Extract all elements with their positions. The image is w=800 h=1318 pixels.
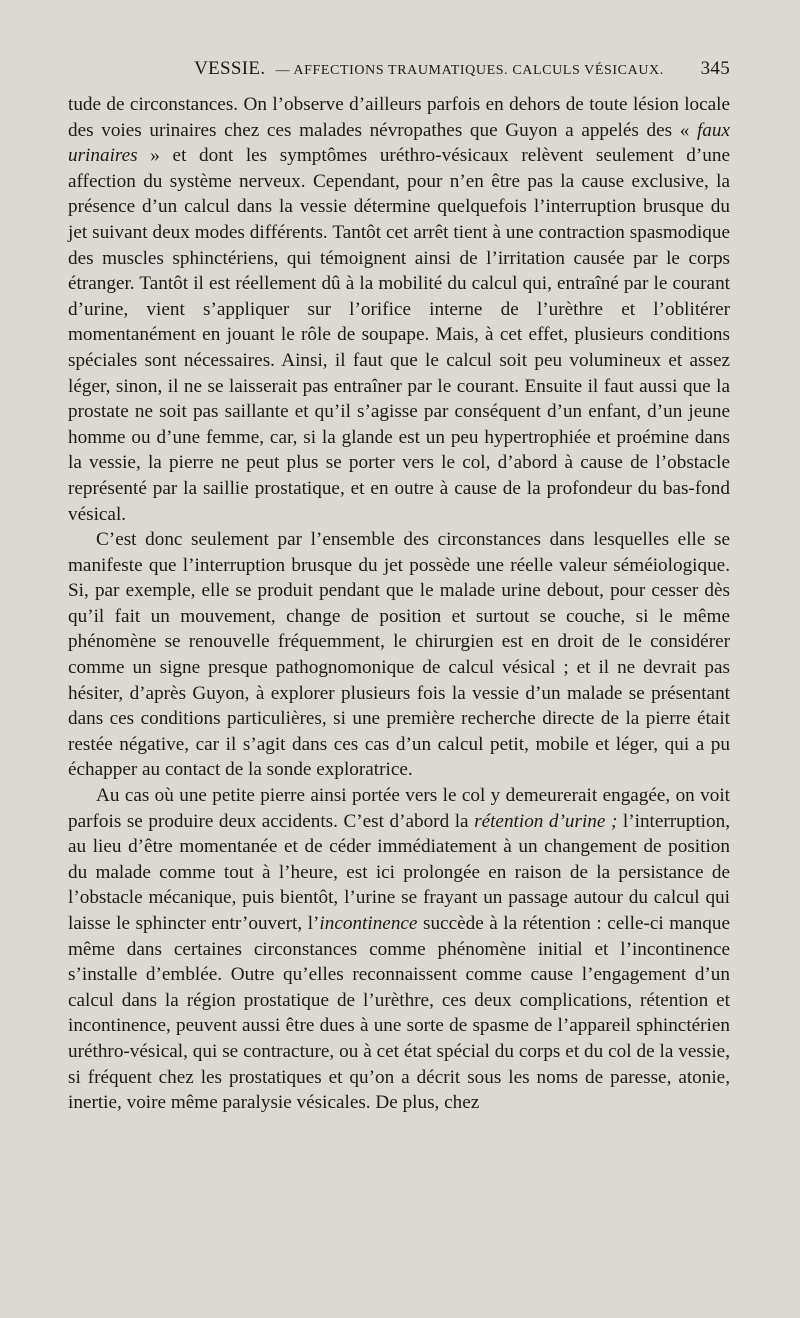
paragraph-3	[68, 783, 730, 1116]
paragraph-3-text-a: Au cas où une petite pierre ainsi portée vers le col y demeurerait engagée, on voit parfois se produire deux accidents. C’est d’abord la	[68, 785, 730, 832]
paragraph-2-text: C’est donc seulement par l’ensemble des circonstances dans lesquelles elle se manifeste que l’interruption brusque du jet possède une réelle valeur séméiologique. Si, par exemple, elle se produit pendant que le malade urine debout, pour cesser dès qu’il fait un mouvement, change de position et surtout se couche, si le même phénomène se renouvelle fréquemment, le chirurgien est en droit de le considérer comme un signe presque pathognomonique de calcul vésical ; et il ne devrait pas hésiter, d’après Guyon, à explorer plusieurs fois la vessie d’un malade se présentant dans ces conditions particulières, si une première recherche directe de la pierre était restée négative, car il s’agit dans ces cas d’un calcul petit, mobile et léger, qui a pu échapper au contact de la sonde exploratrice.	[68, 529, 730, 781]
running-head-title	[194, 58, 664, 80]
page-number: 345	[700, 58, 730, 79]
paragraph-1	[68, 92, 730, 527]
paragraph-3-text-c: succède à la rétention : celle-ci manque même dans certaines circonstances comme phénomène initial et l’incontinence s’installe d’emblée. Outre qu’elles reconnaissent comme cause l’engagement d’un calcul dans la région prostatique de l’urèthre, ces deux complications, rétention et incontinence, peuvent aussi être dues à une sorte de spasme de l’appareil sphinctérien uréthro-vésical, qui se contracture, ou à cet état spécial du corps et du col de la vessie, si fréquent chez les prostatiques et qu’on a décrit sous les noms de paresse, atonie, inertie, voire même paralysie vésicales. De plus, chez	[68, 913, 730, 1114]
running-head	[68, 58, 730, 92]
paragraph-1-text-b: » et dont les symptômes uréthro-vésicaux relèvent seulement d’une affection du système nerveux. Cependant, pour n’en être pas la cause exclusive, la présence d’un calcul dans la vessie détermine quelquefois l’interruption brusque du jet suivant deux modes différents. Tantôt cet arrêt tient à une contraction spasmodique des muscles sphinctériens, qui témoignent ainsi de l’irritation causée par le corps étranger. Tantôt il est réellement dû à la mobilité du calcul qui, entraîné par le courant d’urine, vient s’appliquer sur l’orifice interne de l’urèthre et l’oblitérer momentanément en jouant le rôle de soupape. Mais, à cet effet, plusieurs conditions spéciales sont nécessaires. Ainsi, il faut que le calcul soit peu volumineux et assez léger, sinon, il ne se laisserait pas entraîner par le courant. Ensuite il faut aussi que la prostate ne soit pas saillante et qu’il s’agisse par conséquent d’un enfant, d’un jeune homme ou d’une femme, car, si la glande est un peu hypertrophiée et proémine dans la vessie, la pierre ne peut plus se porter vers le col, d’abord à cause de l’obstacle représenté par la saillie prostatique, et en outre à cause de la profondeur du bas-fond vésical.	[68, 145, 730, 525]
running-head-main: VESSIE.	[194, 58, 266, 79]
body-text	[68, 92, 730, 1116]
paragraph-1-text-a: tude de circonstances. On l’observe d’ailleurs parfois en dehors de toute lésion locale des voies urinaires chez ces malades névropathes que Guyon a appelés des «	[68, 94, 730, 141]
paragraph-3-italic-2: incontinence	[319, 913, 418, 934]
paragraph-3-text-b: l’interruption, au lieu d’être momentanée et de céder immédiatement à un changement de position du malade comme tout à l’heure, est ici prolongée en raison de la persistance de l’obstacle mécanique, puis bientôt, l’urine se frayant un passage autour du calcul qui laisse le sphincter entr’ouvert, l’	[68, 810, 730, 934]
paragraph-1-italic: faux urinaires	[68, 119, 730, 167]
running-head-subtitle: — AFFECTIONS TRAUMATIQUES. CALCULS VÉSICAUX.	[275, 63, 664, 78]
paragraph-3-italic-1: rétention d’urine ;	[474, 810, 618, 832]
paragraph-2	[68, 527, 730, 783]
